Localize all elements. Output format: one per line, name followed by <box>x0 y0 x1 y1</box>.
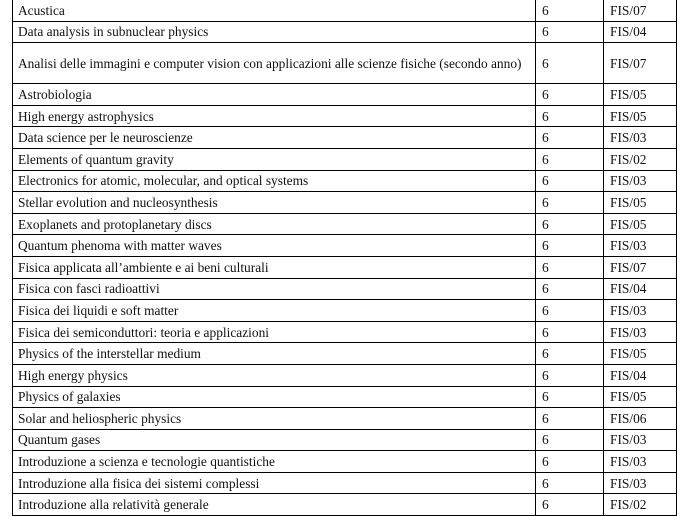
course-sector: FIS/04 <box>604 364 677 386</box>
table-row <box>13 364 677 386</box>
course-name: Introduzione alla fisica dei sistemi complessi <box>13 472 536 494</box>
course-sector: FIS/05 <box>604 105 677 127</box>
courses-table-body <box>13 0 677 516</box>
course-name: Analisi delle immagini e computer vision con applicazioni alle scienze fisiche (secondo anno) <box>13 43 536 84</box>
courses-table <box>12 0 677 516</box>
course-credits: 6 <box>536 494 604 516</box>
course-name: Fisica dei liquidi e soft matter <box>13 300 536 322</box>
table-row <box>13 84 677 106</box>
table-row <box>13 105 677 127</box>
table-row <box>13 256 677 278</box>
table-row <box>13 429 677 451</box>
course-credits: 6 <box>536 429 604 451</box>
course-sector: FIS/06 <box>604 408 677 430</box>
table-row <box>13 235 677 257</box>
course-credits: 6 <box>536 170 604 192</box>
course-name: High energy physics <box>13 364 536 386</box>
course-sector: FIS/03 <box>604 472 677 494</box>
table-row <box>13 148 677 170</box>
course-name: Data science per le neuroscienze <box>13 127 536 149</box>
course-sector: FIS/03 <box>604 321 677 343</box>
course-name: Quantum gases <box>13 429 536 451</box>
course-credits: 6 <box>536 21 604 43</box>
course-sector: FIS/02 <box>604 148 677 170</box>
course-credits: 6 <box>536 451 604 473</box>
course-credits: 6 <box>536 300 604 322</box>
course-name: Data analysis in subnuclear physics <box>13 21 536 43</box>
course-name: Fisica con fasci radioattivi <box>13 278 536 300</box>
course-sector: FIS/02 <box>604 494 677 516</box>
course-credits: 6 <box>536 105 604 127</box>
course-name: Elements of quantum gravity <box>13 148 536 170</box>
course-name: Electronics for atomic, molecular, and optical systems <box>13 170 536 192</box>
course-credits: 6 <box>536 386 604 408</box>
table-row <box>13 300 677 322</box>
course-name: Astrobiologia <box>13 84 536 106</box>
course-sector: FIS/07 <box>604 0 677 21</box>
course-credits: 6 <box>536 192 604 214</box>
table-row <box>13 386 677 408</box>
table-row <box>13 0 677 21</box>
course-credits: 6 <box>536 0 604 21</box>
course-name: Physics of galaxies <box>13 386 536 408</box>
course-name: Acustica <box>13 0 536 21</box>
course-credits: 6 <box>536 127 604 149</box>
course-credits: 6 <box>536 148 604 170</box>
course-name: Exoplanets and protoplanetary discs <box>13 213 536 235</box>
course-name: Introduzione alla relatività generale <box>13 494 536 516</box>
table-row <box>13 451 677 473</box>
course-credits: 6 <box>536 472 604 494</box>
course-name: Physics of the interstellar medium <box>13 343 536 365</box>
course-credits: 6 <box>536 364 604 386</box>
course-sector: FIS/03 <box>604 451 677 473</box>
course-name: Fisica dei semiconduttori: teoria e applicazioni <box>13 321 536 343</box>
course-credits: 6 <box>536 321 604 343</box>
course-name: Fisica applicata all’ambiente e ai beni culturali <box>13 256 536 278</box>
course-credits: 6 <box>536 278 604 300</box>
course-sector: FIS/03 <box>604 235 677 257</box>
table-row <box>13 408 677 430</box>
course-sector: FIS/03 <box>604 429 677 451</box>
course-credits: 6 <box>536 343 604 365</box>
course-credits: 6 <box>536 256 604 278</box>
course-credits: 6 <box>536 84 604 106</box>
course-credits: 6 <box>536 408 604 430</box>
course-credits: 6 <box>536 235 604 257</box>
course-name: Quantum phenoma with matter waves <box>13 235 536 257</box>
table-row <box>13 127 677 149</box>
course-sector: FIS/04 <box>604 21 677 43</box>
course-sector: FIS/05 <box>604 213 677 235</box>
course-sector: FIS/05 <box>604 84 677 106</box>
course-sector: FIS/04 <box>604 278 677 300</box>
course-sector: FIS/07 <box>604 256 677 278</box>
course-sector: FIS/05 <box>604 192 677 214</box>
course-name: Stellar evolution and nucleosynthesis <box>13 192 536 214</box>
course-sector: FIS/03 <box>604 170 677 192</box>
table-row <box>13 472 677 494</box>
table-row <box>13 192 677 214</box>
table-row <box>13 43 677 84</box>
course-credits: 6 <box>536 213 604 235</box>
course-name: Introduzione a scienza e tecnologie quantistiche <box>13 451 536 473</box>
course-sector: FIS/05 <box>604 343 677 365</box>
table-row <box>13 321 677 343</box>
course-credits: 6 <box>536 43 604 84</box>
course-sector: FIS/07 <box>604 43 677 84</box>
table-row <box>13 278 677 300</box>
table-row <box>13 170 677 192</box>
table-row <box>13 494 677 516</box>
course-name: High energy astrophysics <box>13 105 536 127</box>
course-sector: FIS/05 <box>604 386 677 408</box>
course-name: Solar and heliospheric physics <box>13 408 536 430</box>
table-row <box>13 213 677 235</box>
table-row <box>13 343 677 365</box>
course-sector: FIS/03 <box>604 300 677 322</box>
table-row <box>13 21 677 43</box>
course-sector: FIS/03 <box>604 127 677 149</box>
